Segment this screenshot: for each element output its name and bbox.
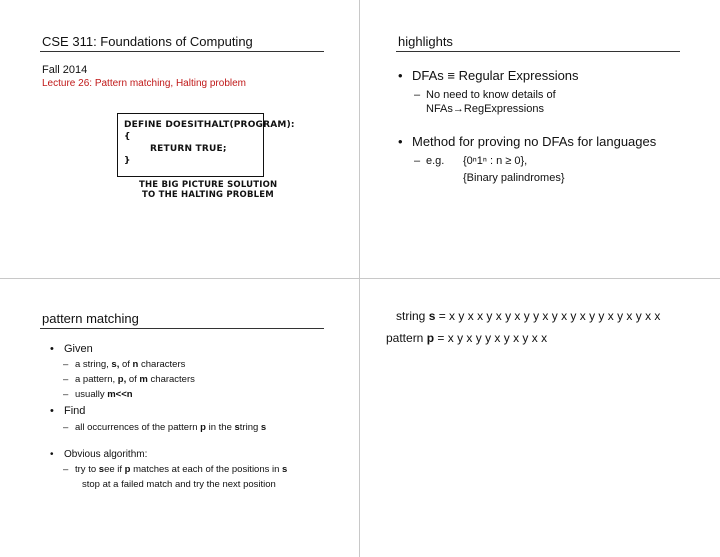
bullet-method bbox=[398, 134, 656, 149]
comic-caption-1: THE BIG PICTURE SOLUTION bbox=[139, 180, 278, 190]
comic-line-4: } bbox=[124, 156, 131, 166]
bullet-dot: • bbox=[398, 134, 403, 149]
example-language-2: {Binary palindromes} bbox=[463, 172, 565, 184]
sub-bullet-pattern: – a pattern, p, of m characters bbox=[63, 374, 195, 385]
sub-bullet-no-need: – No need to know details of bbox=[414, 89, 556, 101]
comic-line-3: RETURN TRUE; bbox=[150, 144, 227, 154]
comic-line-2: { bbox=[124, 132, 131, 142]
slide-3-title: pattern matching bbox=[42, 311, 139, 326]
sub-bullet-stop: stop at a failed match and try the next position bbox=[82, 479, 276, 490]
bullet-find: • Find bbox=[50, 405, 86, 417]
title-rule bbox=[40, 51, 324, 52]
sub-bullet-string: – a string, s, of n characters bbox=[63, 359, 186, 370]
bullet-obvious: • Obvious algorithm: bbox=[50, 449, 148, 460]
bullet-dfas bbox=[398, 68, 579, 83]
sub-bullet-try: – try to see if p matches at each of the positions in s bbox=[63, 464, 288, 475]
pattern-var: p bbox=[426, 331, 435, 345]
string-line: string s = x y x x y x y x y y x y x y x y y x y x y x x bbox=[396, 309, 661, 323]
bullet-text: Method for proving no DFAs for languages bbox=[412, 134, 657, 149]
lecture-subtitle: Lecture 26: Pattern matching, Halting problem bbox=[42, 78, 246, 89]
title-rule bbox=[396, 51, 680, 52]
slide-1-title: CSE 311: Foundations of Computing bbox=[42, 34, 253, 49]
pattern-line: pattern p = x y x y y x y x y x x bbox=[386, 331, 548, 345]
title-rule bbox=[40, 328, 324, 329]
bullet-given: • Given bbox=[50, 343, 93, 355]
term-label: Fall 2014 bbox=[42, 64, 88, 76]
bullet-text: DFAs ≡ Regular Expressions bbox=[412, 68, 579, 83]
sub-bullet-occurrences: – all occurrences of the pattern p in the string s bbox=[63, 422, 267, 433]
string-var: s bbox=[428, 309, 436, 323]
sub-bullet-eg: – e.g. bbox=[414, 155, 445, 167]
example-language-1: {0ⁿ1ⁿ : n ≥ 0}, bbox=[463, 155, 528, 167]
comic-line-1: DEFINE DOESITHALT(PROGRAM): bbox=[124, 120, 295, 130]
slide-2-title: highlights bbox=[398, 34, 453, 49]
slide-highlights bbox=[360, 0, 719, 278]
slide-string-pattern bbox=[360, 279, 719, 557]
sub-bullet-nfas: NFAs→RegExpressions bbox=[426, 103, 544, 115]
slide-title bbox=[0, 0, 359, 278]
sub-bullet-text: No need to know details of bbox=[426, 89, 556, 101]
eg-label: e.g. bbox=[426, 155, 445, 167]
pattern-value: = x y x y y x y x y x x bbox=[437, 331, 548, 345]
slide-pattern-matching bbox=[0, 279, 359, 557]
string-value: = x y x x y x y x y y x y x y x y y x y x y x x bbox=[438, 309, 661, 323]
sub-bullet-usually: – usually m<<n bbox=[63, 389, 133, 400]
bullet-dot: • bbox=[398, 68, 403, 83]
comic-caption-2: TO THE HALTING PROBLEM bbox=[142, 190, 274, 200]
